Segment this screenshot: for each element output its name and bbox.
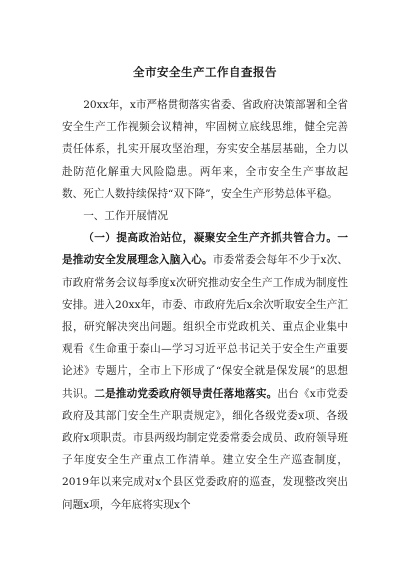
bold-lead-text: （一）提高政治站位，凝聚安全生产齐抓共管合力。一是推动安全发展理念入脑入心。 bbox=[62, 232, 348, 267]
document-title: 全市安全生产工作自查报告 bbox=[133, 65, 277, 79]
bold-mid-text: 二是推动党委政府领导责任落地落实。 bbox=[94, 387, 278, 400]
work-paragraph bbox=[62, 227, 348, 516]
body-text-a: 市委常委会每年不少于x次、市政府常务会议每季度x次研究推动安全生产工作成为制度性安排。进入20xx年，市委、市政府先后x余次听取安全生产汇报，研究解决突出问题。组织全市党政机关、重点企业集中观看《生命重于泰山—学习习近平总书记关于安全生产重要论述》专题片，全市上下形成了“保安全就是保发展”的思想共识。 bbox=[62, 254, 348, 400]
body-text-b: 出台《x市党委政府及其部门安全生产职责规定》，细化各级党委x项、各级政府x项职责。市县两级均制定党委常委会成员、政府领导班子年度安全生产重点工作清单。建立安全生产巡查制度，2019年以来完成对x个县区党委政府的巡查，发现整改突出问题x项，今年底将实现x个 bbox=[62, 387, 348, 511]
section-heading-1: 一、工作开展情况 bbox=[83, 210, 168, 223]
intro-paragraph: 20xx年，x市严格贯彻落实省委、省政府决策部署和全省安全生产工作视频会议精神，牢固树立底线思维，健全完善责任体系，扎实开展攻坚治理，夯实安全基层基础，全力以赴防范化解重大风险隐患。两年来，全市安全生产事故起数、死亡人数持续保持“双下降”，安全生产形势总体平稳。 bbox=[62, 99, 348, 200]
